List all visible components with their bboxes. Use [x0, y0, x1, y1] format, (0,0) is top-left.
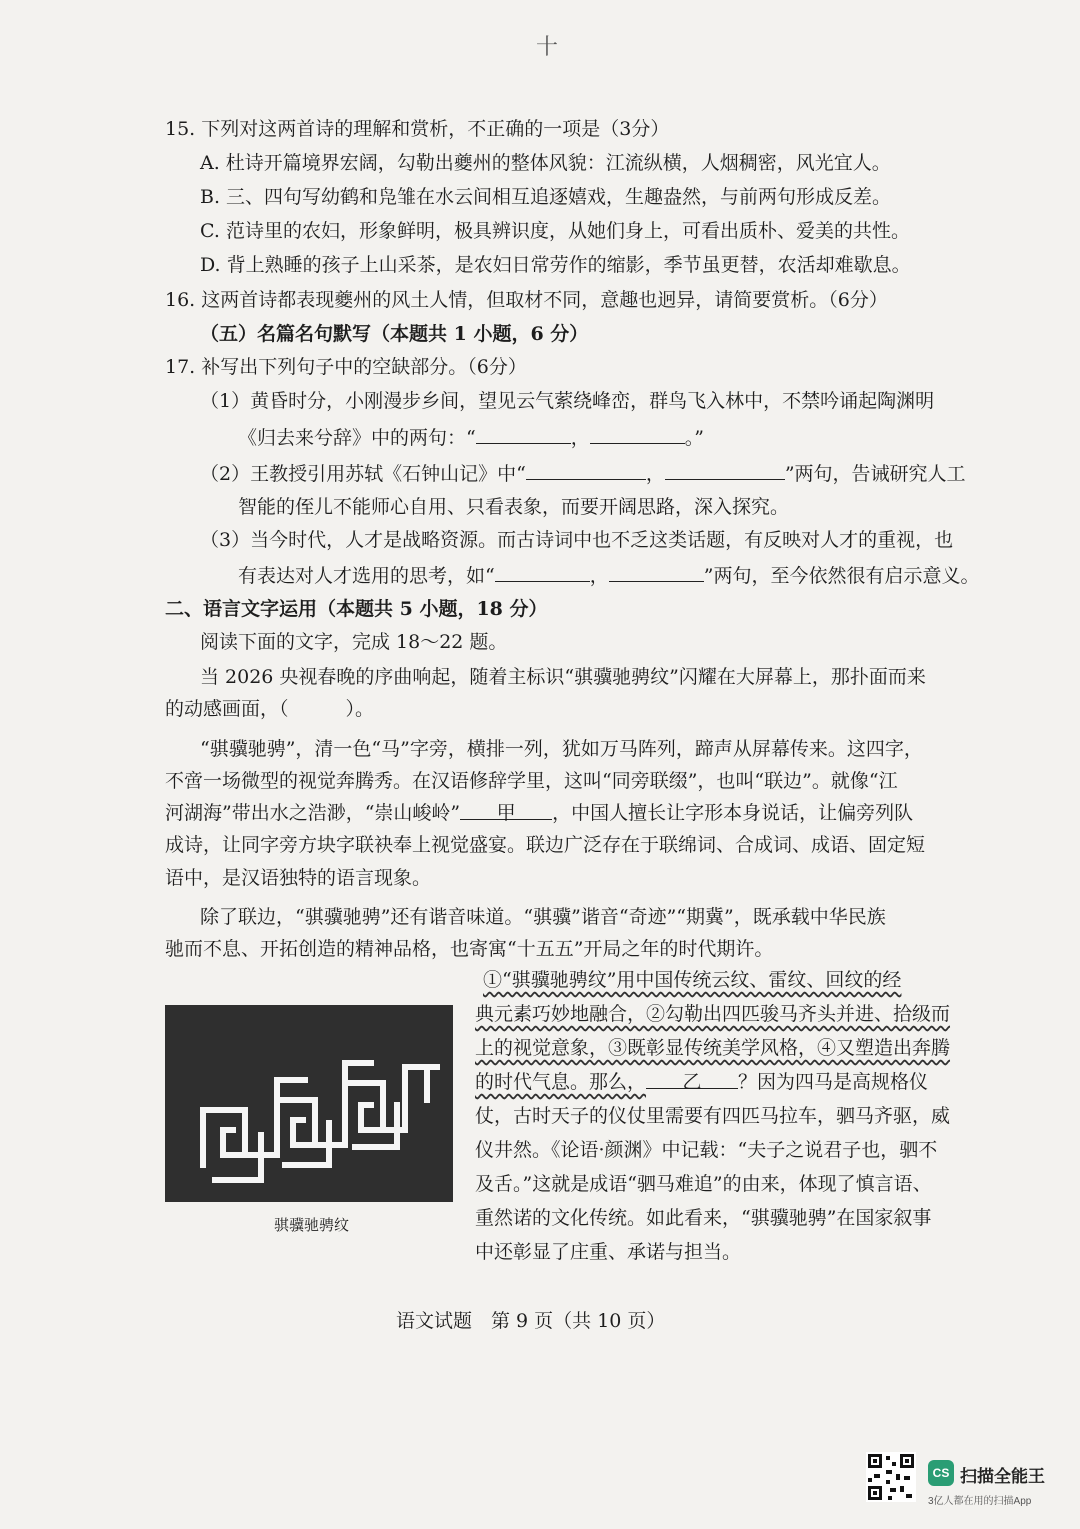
- question-17-item-1-line-2: 《归去来兮辞》中的两句：“ ， 。”: [238, 427, 704, 449]
- answer-blank[interactable]: [476, 425, 571, 444]
- passage-line: 重然诺的文化传统。如此看来，“骐骥驰骋”在国家叙事: [475, 1207, 932, 1229]
- passage-line: “骐骥驰骋”，清一色“马”字旁，横排一列，犹如万马阵列，蹄声从屏幕传来。这四字，: [200, 738, 923, 760]
- passage-line: 不啻一场微型的视觉奔腾秀。在汉语修辞学里，这叫“同旁联缀”，也叫“联边”。就像“江: [165, 770, 898, 792]
- question-17-item-2-line-2: 智能的侄儿不能师心自用、只看表象，而要开阔思路，深入探究。: [238, 496, 790, 518]
- question-17-item-3-line-1: （3）当今时代，人才是战略资源。而古诗词中也不乏这类话题，有反映对人才的重视，也: [200, 529, 954, 551]
- question-17-item-1-line-1: （1）黄昏时分，小刚漫步乡间，望见云气萦绕峰峦，群鸟飞入林中，不禁吟诵起陶渊明: [200, 390, 935, 412]
- passage-line: 仗，古时天子的仪仗里需要有四匹马拉车，驷马齐驱，威: [475, 1105, 951, 1127]
- passage-line: 河湖海”带出水之浩渺，“崇山峻岭” 甲 ，中国人擅长让字形本身说话，让偏旁列队: [165, 802, 914, 824]
- figure-caption: 骐骥驰骋纹: [274, 1216, 350, 1234]
- question-15-option-b: B. 三、四句写幼鹤和凫雏在水云间相互追逐嬉戏，生趣盎然，与前两句形成反差。: [200, 186, 892, 208]
- blank-jia[interactable]: 甲: [460, 801, 552, 820]
- passage-line: 仪井然。《论语·颜渊》中记载：“夫子之说君子也，驷不: [475, 1139, 938, 1161]
- passage-line: 及舌。”这就是成语“驷马难追”的由来，体现了慎言语、: [475, 1173, 932, 1195]
- answer-blank[interactable]: [495, 563, 590, 582]
- passage-line: 典元素巧妙地融合，②勾勒出四匹骏马齐头并进、拾级而: [475, 1003, 951, 1025]
- question-15-option-c: C. 范诗里的农妇，形象鲜明，极具辨识度，从她们身上，可看出质朴、爱美的共性。: [200, 220, 910, 242]
- page-footer: 语文试题 第 9 页（共 10 页）: [396, 1310, 666, 1332]
- fret-pattern-image: [165, 1005, 453, 1202]
- passage-line: 除了联边，“骐骥驰骋”还有谐音味道。“骐骥”谐音“奇迹”“期冀”，既承载中华民族: [200, 906, 886, 928]
- question-15-option-d: D. 背上熟睡的孩子上山采茶，是农妇日常劳作的缩影，季节虽更替，农活却难歇息。: [200, 254, 911, 276]
- passage-line: 语中，是汉语独特的语言现象。: [165, 867, 432, 889]
- answer-blank[interactable]: [590, 425, 685, 444]
- question-17-item-2-line-1: （2）王教授引用苏轼《石钟山记》中“ ， ”两句，告诫研究人工: [200, 463, 966, 485]
- question-15-stem: 15. 下列对这两首诗的理解和赏析，不正确的一项是（3分）: [165, 118, 670, 140]
- passage-line: 驰而不息、开拓创造的精神品格，也寄寓“十五五”开局之年的时代期许。: [165, 938, 774, 960]
- answer-blank[interactable]: [609, 563, 704, 582]
- passage-line: ①“骐骥驰骋纹”用中国传统云纹、雷纹、回纹的经: [483, 969, 902, 991]
- blank-yi[interactable]: 乙: [646, 1070, 738, 1089]
- section-5-heading: （五）名篇名句默写（本题共 1 小题，6 分）: [200, 323, 589, 345]
- watermark-tagline: 3亿人都在用的扫描App: [928, 1496, 1032, 1507]
- binding-mark: 十: [536, 35, 559, 60]
- answer-blank[interactable]: [526, 461, 646, 480]
- passage-line: 的时代气息。那么， 乙 ？因为四马是高规格仪: [475, 1071, 929, 1093]
- passage-line: 上的视觉意象，③既彰显传统美学风格，④又塑造出奔腾: [475, 1037, 951, 1059]
- question-17-item-3-line-2: 有表达对人才选用的思考，如“ ， ”两句，至今依然很有启示意义。: [238, 565, 980, 587]
- passage-line: 成诗，让同字旁方块字联袂奉上视觉盛宴。联边广泛存在于联绵词、合成词、成语、固定短: [165, 834, 926, 856]
- section-2-heading: 二、语言文字运用（本题共 5 小题，18 分）: [165, 598, 548, 620]
- qiji-pattern-figure: [165, 1005, 453, 1202]
- passage-line: 当 2026 央视春晚的序曲响起，随着主标识“骐骥驰骋纹”闪耀在大屏幕上，那扑面而来: [200, 666, 926, 688]
- qr-code-icon: [866, 1452, 916, 1502]
- answer-blank[interactable]: [665, 461, 785, 480]
- watermark-brand-name: 扫描全能王: [960, 1467, 1045, 1486]
- section-2-intro: 阅读下面的文字，完成 18～22 题。: [200, 631, 508, 653]
- camscanner-logo-icon: CS: [928, 1460, 954, 1486]
- question-17-stem: 17. 补写出下列句子中的空缺部分。（6分）: [165, 356, 527, 378]
- question-15-option-a: A. 杜诗开篇境界宏阔，勾勒出夔州的整体风貌：江流纵横，人烟稠密，风光宜人。: [200, 152, 891, 174]
- passage-line: 的动感画面，（ ）。: [165, 698, 375, 720]
- question-16: 16. 这两首诗都表现夔州的风土人情，但取材不同，意趣也迥异，请简要赏析。（6分）: [165, 289, 888, 311]
- passage-line: 中还彰显了庄重、承诺与担当。: [475, 1241, 742, 1263]
